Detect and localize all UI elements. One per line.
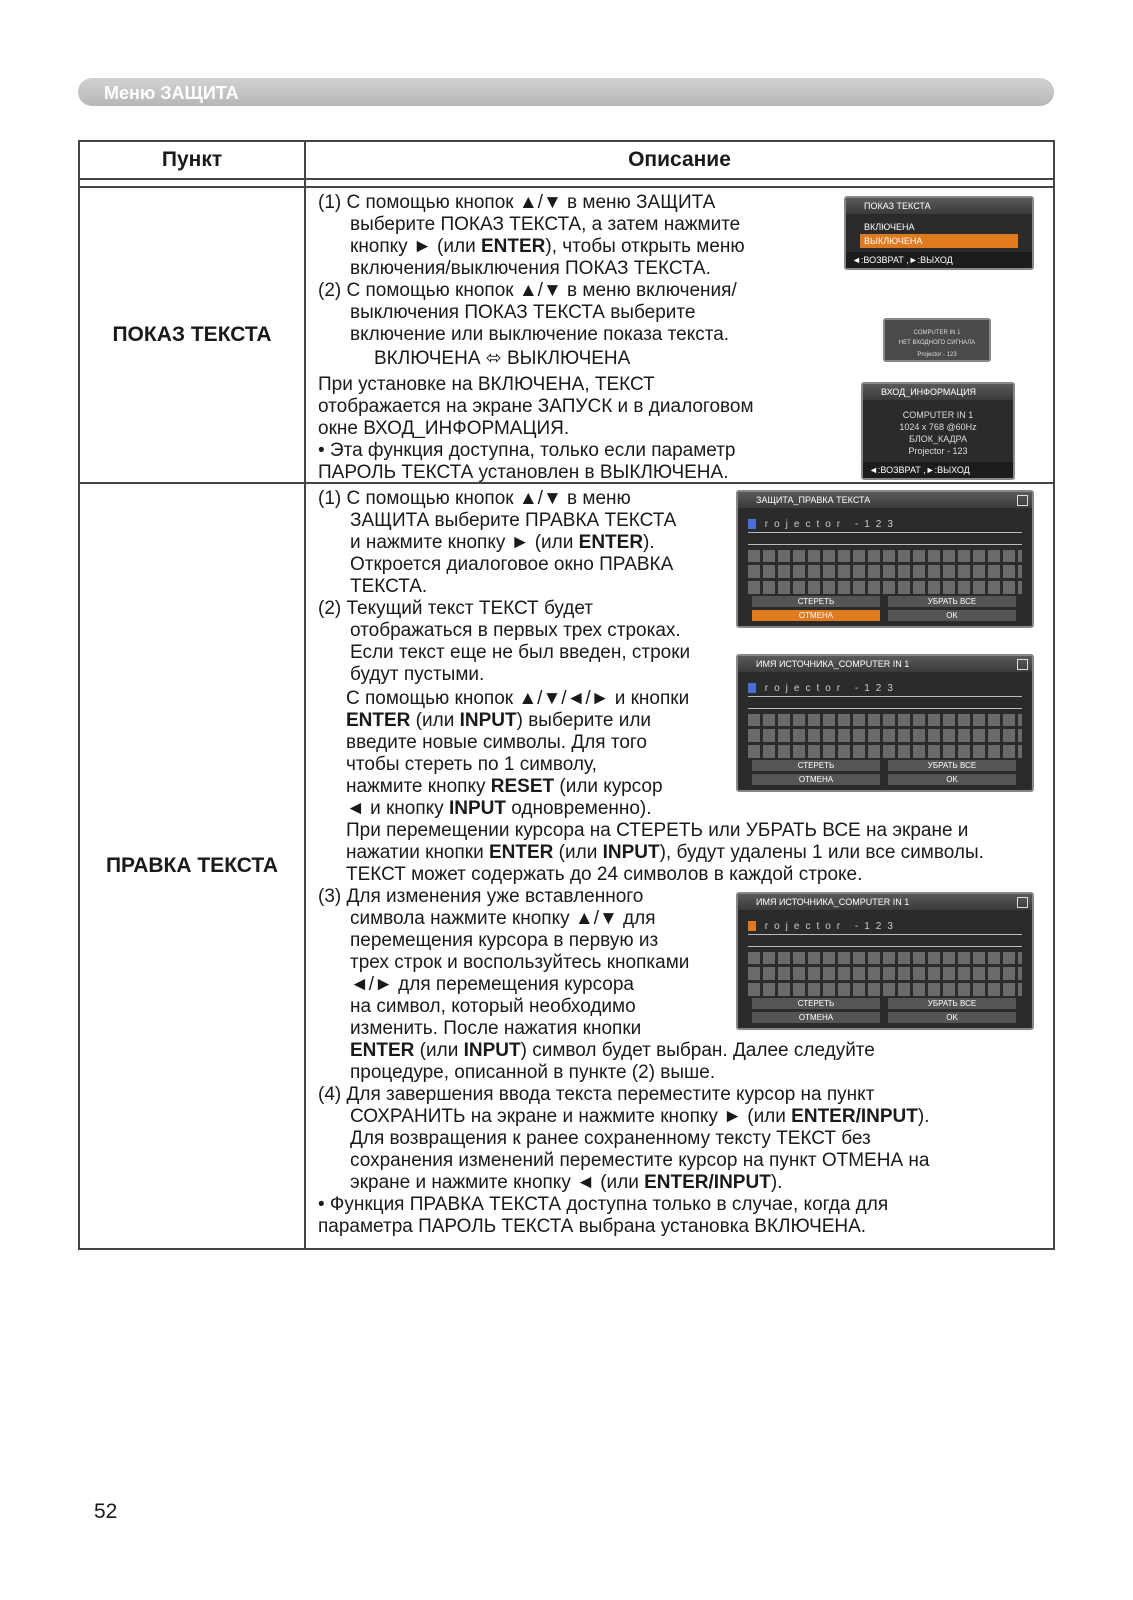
char-grid [748,550,1022,594]
clear-all-button: УБРАТЬ ВСЕ [888,760,1016,771]
desc-line: ТЕКСТ может содержать до 24 символов в каждой строке. [346,864,863,885]
desc-line: символа нажмите кнопку ▲/▼ для [350,908,656,929]
ok-button: OK [888,774,1016,785]
desc-line: включение или выключение показа текста. [350,324,730,345]
desc-line: (4) Для завершения ввода текста переместите курсор на пункт [318,1084,875,1105]
screenshot-line: Projector - 123 [917,352,957,358]
screenshot-line: COMPUTER IN 1 [913,330,961,336]
cursor-icon [748,921,756,931]
text-underline [748,946,1022,947]
desc-line: ТЕКСТА. [350,576,428,597]
clear-all-button: УБРАТЬ ВСЕ [888,998,1016,1009]
cancel-button: ОТМЕНА [752,1012,880,1023]
close-icon [1017,659,1028,670]
desc-line: При установке на ВКЛЮЧЕНА, ТЕКСТ [318,374,655,395]
erase-button: СТЕРЕТЬ [752,596,880,607]
screenshot-text-line: rojector -123 [748,916,899,939]
screenshot-line: Projector - 123 [908,446,968,456]
desc-line: параметра ПАРОЛЬ ТЕКСТА выбрана установка ВКЛЮЧЕНА. [318,1216,867,1237]
text-underline [748,544,1022,545]
desc-line: С помощью кнопок ▲/▼/◄/► и кнопки [346,688,690,709]
screenshot-titlebar: ИМЯ ИСТОЧНИКА_COMPUTER IN 1 [738,656,1032,672]
screenshot-footer: ◄:ВОЗВРАТ ,►:ВЫХОД [863,462,1013,478]
desc-line: • Эта функция доступна, только если параметр [318,440,736,461]
desc-line: ВКЛЮЧЕНА ⬄ ВЫКЛЮЧЕНА [374,348,631,369]
table-row [79,187,1054,483]
desc-line: ENTER (или INPUT) символ будет выбран. Далее следуйте [350,1040,875,1061]
text-underline [748,934,1022,935]
menu-option-off: ВЫКЛЮЧЕНА [860,234,1018,248]
col-desc-header: Описание [305,141,1054,179]
desc-line: ENTER (или INPUT) выберите или [346,710,652,731]
cursor-icon [748,683,756,693]
desc-line: отображаться в первых трех строках. [350,620,681,641]
text-underline [748,532,1022,533]
desc-line: Откроется диалоговое окно ПРАВКА [350,554,674,575]
desc-line: нажмите кнопку RESET (или курсор [346,776,663,797]
desc-line: Для возвращения к ранее сохраненному тексту ТЕКСТ без [350,1128,871,1149]
text-edit-dialog-screenshot [736,490,1034,628]
char-grid [748,714,1022,758]
screenshot-titlebar: ВХОД_ИНФОРМАЦИЯ [863,384,1013,400]
screenshot-line: COMPUTER IN 1 [902,410,974,420]
screenshot-titlebar: ПОКАЗ ТЕКСТА [846,198,1032,214]
desc-line: перемещения курсора в первую из [350,930,659,951]
desc-line: сохранения изменений переместите курсор на пункт ОТМЕНА на [350,1150,930,1171]
desc-line: трех строк и воспользуйтесь кнопками [350,952,690,973]
desc-line: выберите ПОКАЗ ТЕКСТА, а затем нажмите [350,214,741,235]
row-item-text-display: ПОКАЗ ТЕКСТА [79,187,305,483]
desc-line: окне ВХОД_ИНФОРМАЦИЯ. [318,418,570,439]
table-row [79,483,1054,1249]
char-grid [748,952,1022,996]
screenshot-line: БЛОК_КАДРА [908,434,968,444]
input-info-screenshot [861,382,1015,480]
erase-button: СТЕРЕТЬ [752,760,880,771]
desc-line: выключения ПОКАЗ ТЕКСТА выберите [350,302,696,323]
desc-line: будут пустыми. [350,664,485,685]
cursor-icon [748,519,756,529]
spacer-row [79,179,1054,187]
screenshot-titlebar: ИМЯ ИСТОЧНИКА_COMPUTER IN 1 [738,894,1032,910]
desc-line: отображается на экране ЗАПУСК и в диалоговом [318,396,754,417]
desc-line: кнопку ► (или ENTER), чтобы открыть меню [350,236,745,257]
erase-button: СТЕРЕТЬ [752,998,880,1009]
desc-line: (1) С помощью кнопок ▲/▼ в меню [318,488,631,509]
desc-line: процедуре, описанной в пункте (2) выше. [350,1062,716,1083]
start-screen-screenshot [883,318,991,362]
screenshot-titlebar: ЗАЩИТА_ПРАВКА ТЕКСТА [738,492,1032,508]
desc-line: (1) С помощью кнопок ▲/▼ в меню ЗАЩИТА [318,192,716,213]
desc-line: на символ, который необходимо [350,996,636,1017]
desc-line: введите новые символы. Для того [346,732,647,753]
text-display-menu-screenshot [844,196,1034,270]
desc-line: ◄/► для перемещения курсора [350,974,634,995]
section-header-bar [78,78,1054,106]
row-desc-text-edit [305,483,1054,1249]
close-icon [1017,495,1028,506]
desc-line: экране и нажмите кнопку ◄ (или ENTER/INPUT). [350,1172,783,1193]
desc-line: • Функция ПРАВКА ТЕКСТА доступна только в случае, когда для [318,1194,889,1215]
screenshot-footer: ◄:ВОЗВРАТ ,►:ВЫХОД [846,252,1032,268]
source-name-edit-screenshot [736,892,1034,1030]
screenshot-text-line: rojector -123 [748,514,899,537]
menu-option-on: ВКЛЮЧЕНА [864,222,915,232]
col-item-header: Пункт [79,141,305,179]
desc-line: чтобы стереть по 1 символу, [346,754,597,775]
desc-line: (2) Текущий текст ТЕКСТ будет [318,598,593,619]
desc-line: и нажмите кнопку ► (или ENTER). [350,532,655,553]
desc-line: СОХРАНИТЬ на экране и нажмите кнопку ► (или ENTER/INPUT). [350,1106,930,1127]
ok-button: OK [888,610,1016,621]
desc-line: ЗАЩИТА выберите ПРАВКА ТЕКСТА [350,510,677,531]
screenshot-text-line: rojector -123 [748,678,899,701]
screenshot-line: 1024 x 768 @60Hz [899,422,977,432]
desc-line: ◄ и кнопку INPUT одновременно). [346,798,652,819]
source-name-dialog-screenshot [736,654,1034,792]
text-underline [748,708,1022,709]
section-title: Меню ЗАЩИТА [104,83,239,103]
close-icon [1017,897,1028,908]
row-desc-text-display [305,187,1054,483]
cancel-button: ОТМЕНА [752,610,880,621]
desc-line: (2) С помощью кнопок ▲/▼ в меню включения/ [318,280,737,301]
cancel-button: ОТМЕНА [752,774,880,785]
desc-line: ПАРОЛЬ ТЕКСТА установлен в ВЫКЛЮЧЕНА. [318,462,729,483]
desc-line: Если текст еще не был введен, строки [350,642,691,663]
table-header-row [79,141,1054,179]
desc-line: При перемещении курсора на СТЕРЕТЬ или УБРАТЬ ВСЕ на экране и [346,820,969,841]
text-underline [748,696,1022,697]
menu-table [78,140,1055,1250]
screenshot-line: НЕТ ВХОДНОГО СИГНАЛА [898,340,976,346]
desc-line: включения/выключения ПОКАЗ ТЕКСТА. [350,258,711,279]
ok-button: OK [888,1012,1016,1023]
desc-line: изменить. После нажатия кнопки [350,1018,642,1039]
page-number: 52 [94,1500,118,1523]
row-item-text-edit: ПРАВКА ТЕКСТА [79,483,305,1249]
desc-line: (3) Для изменения уже вставленного [318,886,644,907]
clear-all-button: УБРАТЬ ВСЕ [888,596,1016,607]
desc-line: нажатии кнопки ENTER (или INPUT), будут удалены 1 или все символы. [346,842,984,863]
